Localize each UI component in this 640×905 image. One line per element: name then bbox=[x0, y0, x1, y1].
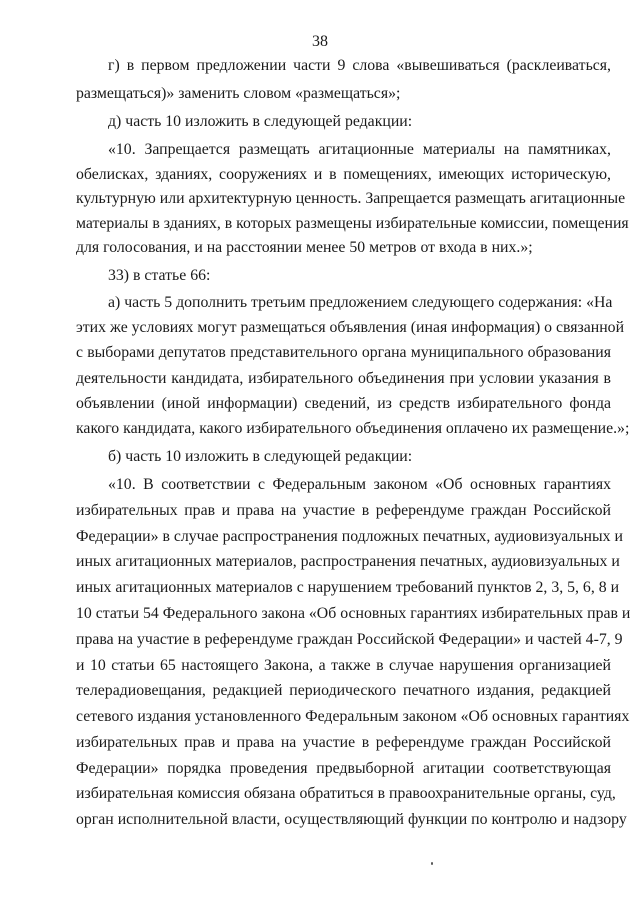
text-line: деятельности кандидата, избирательного объединения при условии указания в bbox=[76, 370, 611, 387]
text-line: иных агитационных материалов с нарушением требований пунктов 2, 3, 5, 6, 8 и bbox=[76, 579, 620, 596]
text-line: 33) в статье 66: bbox=[108, 267, 211, 284]
text-line: орган исполнительной власти, осуществляющий функции по контролю и надзору bbox=[76, 811, 627, 828]
text-line: объявлении (иной информации) сведений, из средств избирательного фонда bbox=[76, 395, 611, 412]
text-line: избирательных прав и права на участие в референдуме граждан Российской bbox=[76, 734, 611, 751]
text-line: права на участие в референдуме граждан Российской Федерации» и частей 4-7, 9 bbox=[76, 631, 623, 648]
text-line: б) часть 10 изложить в следующей редакции: bbox=[108, 448, 413, 465]
text-line: г) в первом предложении части 9 слова «вывешиваться (расклеиваться, bbox=[108, 57, 611, 74]
text-line: и 10 статьи 65 настоящего Закона, а также в случае нарушения организацией bbox=[76, 657, 611, 674]
text-line: с выборами депутатов представительного органа муниципального образования bbox=[76, 344, 611, 361]
text-line: Федерации» в случае распространения подложных печатных, аудиовизуальных и bbox=[76, 528, 623, 545]
page-number: 38 bbox=[312, 33, 328, 50]
text-line: Федерации» порядка проведения предвыборной агитации соответствующая bbox=[76, 760, 611, 777]
text-line: размещаться)» заменить словом «размещаться»; bbox=[76, 85, 401, 102]
text-line: материалы в зданиях, в которых размещены избирательные комиссии, помещения bbox=[76, 215, 629, 232]
text-line: а) часть 5 дополнить третьим предложением следующего содержания: «На bbox=[108, 294, 613, 311]
text-line: обелисках, зданиях, сооружениях и в помещениях, имеющих историческую, bbox=[76, 166, 611, 183]
text-line: для голосования, и на расстоянии менее 50 метров от входа в них.»; bbox=[76, 239, 533, 256]
text-line: этих же условиях могут размещаться объявления (иная информация) о связанной bbox=[76, 319, 625, 336]
text-line: д) часть 10 изложить в следующей редакции: bbox=[108, 113, 413, 130]
text-line: «10. Запрещается размещать агитационные материалы на памятниках, bbox=[108, 141, 611, 158]
text-line: культурную или архитектурную ценность. Запрещается размещать агитационные bbox=[76, 190, 626, 207]
text-line: иных агитационных материалов, распространения печатных, аудиовизуальных и bbox=[76, 553, 620, 570]
scan-speck bbox=[431, 862, 433, 865]
text-line: телерадиовещания, редакцией периодического печатного издания, редакцией bbox=[76, 682, 611, 699]
text-line: 10 статьи 54 Федерального закона «Об основных гарантиях избирательных прав и bbox=[76, 605, 631, 622]
text-line: «10. В соответствии с Федеральным законом «Об основных гарантиях bbox=[108, 476, 611, 493]
text-line: избирательная комиссия обязана обратиться в правоохранительные органы, суд, bbox=[76, 785, 616, 802]
text-line: сетевого издания установленного Федеральным законом «Об основных гарантиях bbox=[76, 708, 630, 725]
text-line: избирательных прав и права на участие в референдуме граждан Российской bbox=[76, 502, 611, 519]
text-line: какого кандидата, какого избирательного объединения оплачено их размещение.»; bbox=[76, 420, 630, 437]
